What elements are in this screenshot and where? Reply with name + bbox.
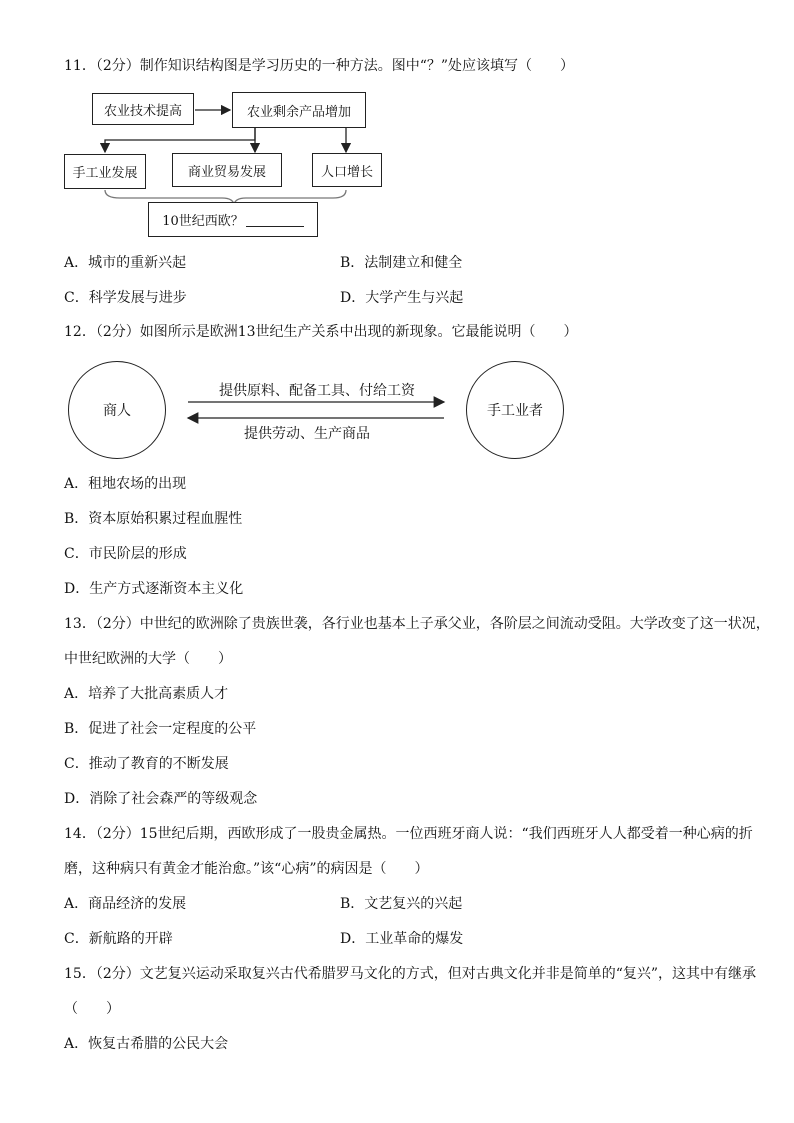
q14-option-d[interactable]: D．工业革命的爆发	[340, 931, 464, 947]
q13-option-a[interactable]: A．培养了大批高素质人才	[64, 686, 229, 702]
q11-stem: 11．（2分）制作知识结构图是学习历史的一种方法。图中“？”处应该填写（ ）	[64, 58, 575, 74]
q14-option-b[interactable]: B．文艺复兴的兴起	[340, 896, 463, 912]
diagram-box-population: 人口增长	[312, 153, 382, 187]
q11-option-c[interactable]: C．科学发展与进步	[64, 290, 187, 306]
q14-option-a[interactable]: A．商品经济的发展	[64, 896, 187, 912]
q13-option-d[interactable]: D．消除了社会森严的等级观念	[64, 791, 258, 807]
q13-stem-line2: 中世纪欧洲的大学（ ）	[64, 651, 232, 667]
q15-option-a[interactable]: A．恢复古希腊的公民大会	[64, 1036, 229, 1052]
flow-label-bottom: 提供劳动、生产商品	[244, 426, 370, 442]
q13-option-b[interactable]: B．促进了社会一定程度的公平	[64, 721, 257, 737]
q13-option-c[interactable]: C．推动了教育的不断发展	[64, 756, 229, 772]
flow-label-top: 提供原料、配备工具、付给工资	[219, 383, 415, 399]
q11-option-b[interactable]: B．法制建立和健全	[340, 255, 463, 271]
artisan-circle: 手工业者	[466, 361, 564, 459]
q15-stem-line1: 15．（2分）文艺复兴运动采取复兴古代希腊罗马文化的方式，但对古典文化并非是简单的“复兴”，这其中有继承	[64, 966, 757, 982]
q12-option-c[interactable]: C．市民阶层的形成	[64, 546, 187, 562]
q12-option-d[interactable]: D．生产方式逐渐资本主义化	[64, 581, 244, 597]
q12-option-a[interactable]: A．租地农场的出现	[64, 476, 187, 492]
q12-stem: 12．（2分）如图所示是欧洲13世纪生产关系中出现的新现象。它最能说明（ ）	[64, 324, 578, 340]
q15-stem-line2: （ ）	[64, 1001, 120, 1017]
diagram-box-surplus: 农业剩余产品增加	[232, 92, 366, 128]
q11-option-d[interactable]: D．大学产生与兴起	[340, 290, 464, 306]
q13-stem-line1: 13．（2分）中世纪的欧洲除了贵族世袭，各行业也基本上子承父业，各阶层之间流动受阻。大学改变了这一状况，	[64, 616, 770, 632]
q11-option-a[interactable]: A．城市的重新兴起	[64, 255, 187, 271]
diagram-box-handicraft: 手工业发展	[64, 154, 146, 189]
diagram-box-question-text: 10世纪西欧？	[162, 214, 244, 229]
diagram-box-commerce: 商业贸易发展	[172, 153, 282, 187]
q14-stem-line2: 磨，这种病只有黄金才能治愈。”该“心病”的病因是（ ）	[64, 861, 429, 877]
merchant-circle: 商人	[68, 361, 166, 459]
q14-option-c[interactable]: C．新航路的开辟	[64, 931, 173, 947]
q12-option-b[interactable]: B．资本原始积累过程血腥性	[64, 511, 243, 527]
diagram-box-agri-tech: 农业技术提高	[92, 93, 194, 125]
q14-stem-line1: 14．（2分）15世纪后期，西欧形成了一股贵金属热。一位西班牙商人说：“我们西班牙人人都受着一种心病的折	[64, 826, 753, 842]
